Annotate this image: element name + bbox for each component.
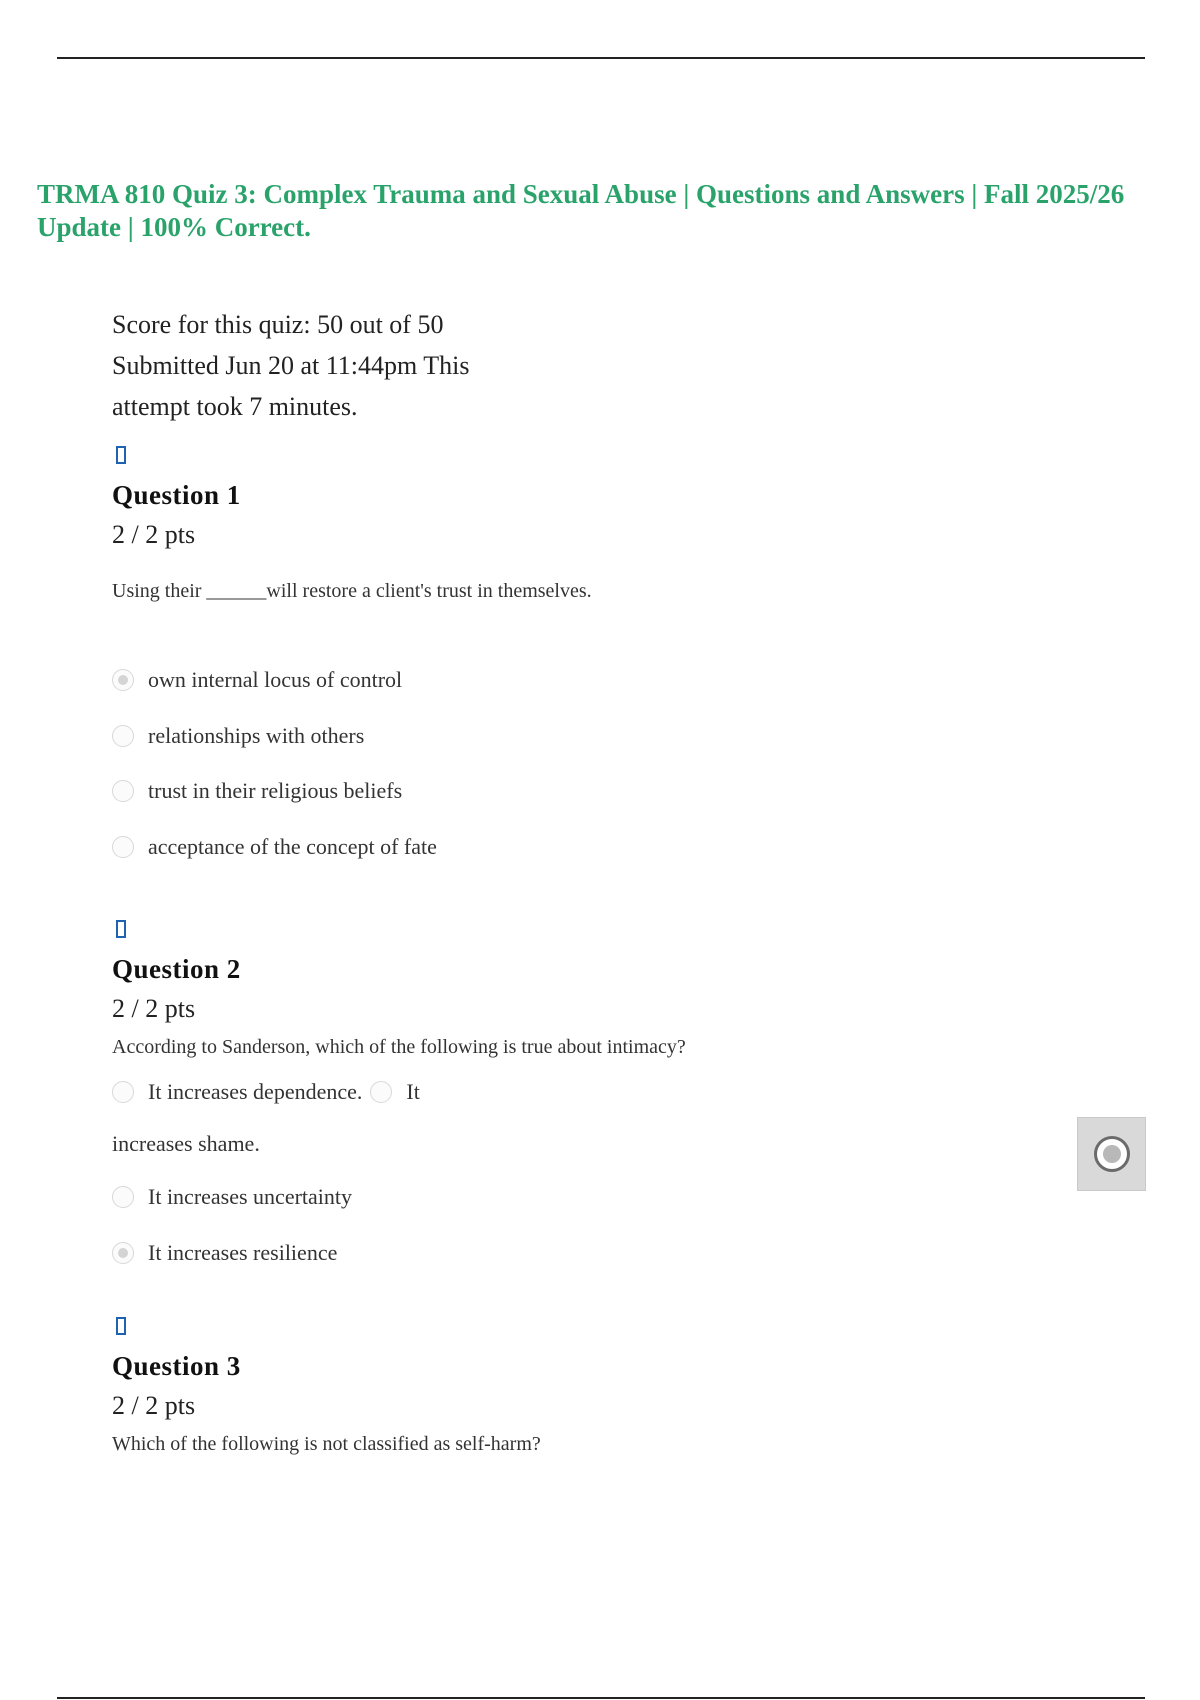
radio-button[interactable]	[112, 1186, 134, 1208]
answer-label: It	[406, 1079, 420, 1104]
answer-label: It increases resilience	[148, 1239, 338, 1265]
answer-options	[112, 666, 592, 861]
question-text: Which of the following is not classified as self-harm?	[112, 1433, 541, 1455]
question-2	[112, 920, 686, 1294]
answer-option[interactable]	[112, 1183, 686, 1211]
question-points: 2 / 2 pts	[112, 520, 196, 549]
answer-option[interactable]	[112, 777, 592, 805]
answer-option[interactable]	[112, 1239, 686, 1267]
question-title: Question 2	[112, 954, 241, 984]
answer-option-row	[112, 1078, 686, 1106]
radio-button[interactable]	[112, 780, 134, 802]
answer-label: trust in their religious beliefs	[148, 778, 403, 803]
answer-options	[112, 1183, 686, 1267]
submitted-line: Submitted Jun 20 at 11:44pm This	[112, 351, 470, 380]
answer-option[interactable]	[112, 1078, 362, 1106]
question-title: Question 3	[112, 1351, 241, 1381]
answer-option[interactable]	[370, 1078, 419, 1106]
radio-button[interactable]	[112, 725, 134, 747]
question-text: Using their ______will restore a client's trust in themselves.	[112, 580, 592, 602]
flag-outline-icon[interactable]	[116, 920, 126, 938]
question-1	[112, 446, 592, 888]
circle-badge-icon	[1094, 1136, 1130, 1172]
answer-label: acceptance of the concept of fate	[148, 833, 437, 859]
document-title: TRMA 810 Quiz 3: Complex Trauma and Sexual Abuse | Questions and Answers | Fall 2025/26 Update | 100% Correct.	[37, 179, 1125, 242]
question-title: Question 1	[112, 480, 241, 510]
quiz-summary	[112, 304, 542, 427]
flag-outline-icon[interactable]	[116, 1317, 126, 1335]
radio-button[interactable]	[112, 836, 134, 858]
question-3	[112, 1317, 541, 1457]
answer-label: It increases dependence.	[148, 1079, 363, 1104]
header-rule	[57, 57, 1145, 59]
radio-button[interactable]	[370, 1081, 392, 1103]
answer-label: own internal locus of control	[148, 667, 403, 692]
flag-outline-icon[interactable]	[116, 446, 126, 464]
answer-option[interactable]	[112, 722, 592, 750]
radio-button[interactable]	[112, 1242, 134, 1264]
answer-label-continued: increases shame.	[112, 1131, 260, 1156]
circle-badge-inner	[1103, 1145, 1121, 1163]
answer-label: relationships with others	[148, 722, 365, 748]
radio-button[interactable]	[112, 669, 134, 691]
quiz-content	[112, 304, 1012, 1455]
answer-option[interactable]	[112, 833, 592, 861]
question-points: 2 / 2 pts	[112, 994, 196, 1023]
answer-label: It increases uncertainty	[148, 1184, 353, 1209]
footer-rule	[57, 1697, 1145, 1699]
question-points: 2 / 2 pts	[112, 1391, 196, 1420]
answer-option[interactable]	[112, 666, 592, 694]
score-line: Score for this quiz: 50 out of 50	[112, 310, 444, 339]
question-text: According to Sanderson, which of the following is true about intimacy?	[112, 1036, 686, 1058]
side-widget-button[interactable]	[1077, 1117, 1146, 1191]
radio-button[interactable]	[112, 1081, 134, 1103]
attempt-line: attempt took 7 minutes.	[112, 392, 358, 421]
